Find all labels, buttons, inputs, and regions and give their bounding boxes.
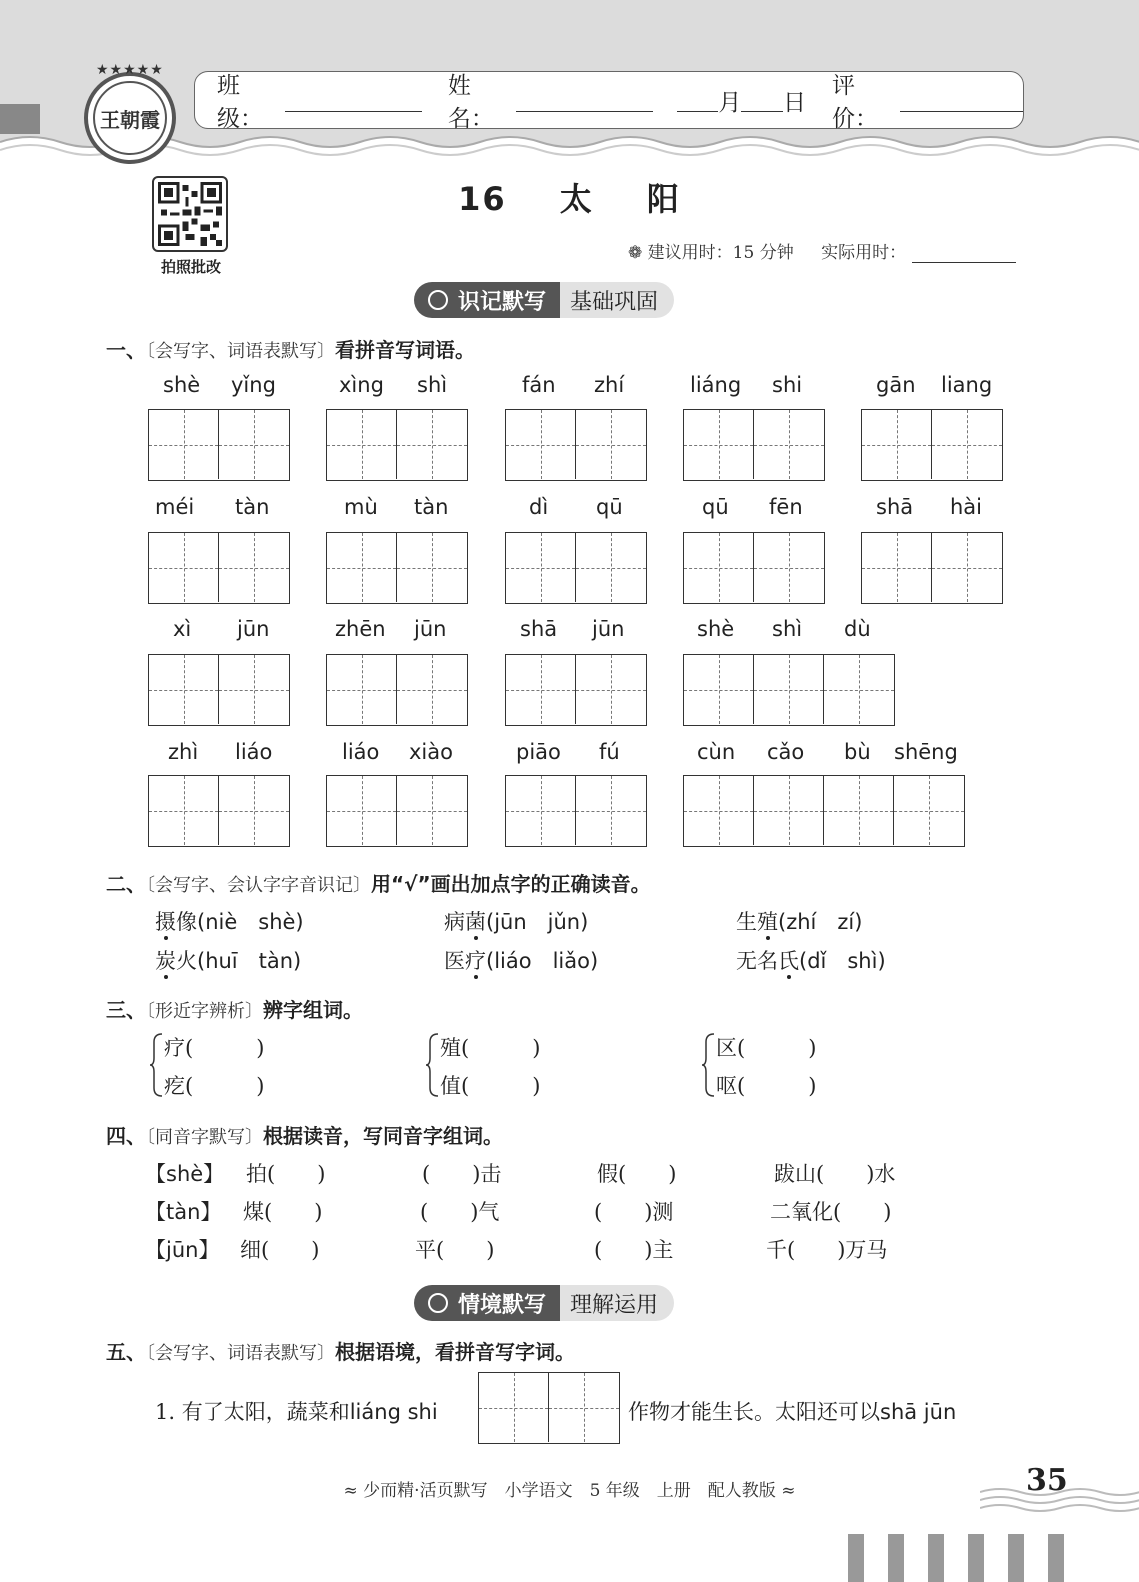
q5-num: 五、: [106, 1340, 146, 1364]
homophone-key: 【shè】: [145, 1162, 225, 1186]
time-line: [628, 238, 1016, 263]
writing-grid[interactable]: [505, 532, 647, 604]
student-info-box: [194, 71, 1024, 132]
qr-label: 拍照批改: [160, 258, 221, 276]
section1-light: 基础巩固: [552, 282, 674, 318]
writing-grid[interactable]: [861, 409, 1003, 481]
pinyin: shì: [417, 373, 448, 397]
month-label: 月: [718, 89, 742, 116]
pinyin: shā jūn: [880, 1400, 957, 1424]
stars-icon: ★★★★★: [96, 62, 164, 78]
q4-text: 根据读音，写同音字组词。: [263, 1124, 503, 1148]
pinyin: jūn: [414, 617, 447, 641]
actual-time-label: 实际用时：: [821, 243, 907, 263]
question-1-heading: [106, 334, 475, 363]
reading-options[interactable]: (dǐ shì): [799, 949, 886, 973]
writing-grid[interactable]: [326, 532, 468, 604]
actual-time-field[interactable]: [912, 244, 1016, 263]
pinyin: fēn: [769, 495, 803, 519]
pinyin: shì: [772, 617, 803, 641]
pinyin: shè: [163, 373, 201, 397]
homophone-key: 【jūn】: [145, 1238, 220, 1262]
class-label: 班级：: [217, 73, 263, 132]
pinyin: liang: [941, 373, 993, 397]
pinyin: shā: [520, 617, 558, 641]
word-pair-item[interactable]: 疙( ): [164, 1074, 265, 1098]
flower-icon: ❁: [628, 243, 643, 263]
pinyin: qū: [596, 495, 623, 519]
month-field[interactable]: [677, 89, 719, 112]
pinyin: cùn: [697, 740, 736, 764]
writing-grid[interactable]: [326, 654, 468, 726]
name-label: 姓名：: [447, 73, 494, 132]
q3-tag: 〔形近字辨析〕: [146, 1001, 263, 1022]
brace-icon: [702, 1032, 716, 1098]
writing-grid[interactable]: [505, 775, 647, 847]
sentence-part: 作物才能生长。太阳还可以shā jūn: [628, 1400, 957, 1424]
q1-text: 看拼音写词语。: [335, 338, 475, 362]
pinyin: zhì: [168, 740, 199, 764]
homophone-item[interactable]: ( )测: [594, 1200, 674, 1224]
q4-tag: 〔同音字默写〕: [146, 1127, 263, 1148]
pinyin: bù: [844, 740, 871, 764]
writing-grid[interactable]: [148, 775, 290, 847]
q2-tag: 〔会写字、会认字字音识记〕: [146, 875, 371, 896]
pinyin: fú: [599, 740, 620, 764]
eval-field[interactable]: [900, 89, 1023, 112]
edge-bars: [848, 1534, 1064, 1582]
reading-options[interactable]: (jūn jǔn): [486, 910, 589, 934]
reading-item: 无名氏(dǐ shì): [736, 949, 886, 973]
reading-options[interactable]: (zhí zí): [778, 910, 863, 934]
dotted-char: 氏: [778, 949, 799, 973]
question-4-heading: [106, 1120, 503, 1149]
pinyin: liáo: [342, 740, 380, 764]
writing-grid[interactable]: [478, 1372, 620, 1444]
pinyin: cǎo: [767, 740, 805, 764]
q2-num: 二、: [106, 872, 146, 896]
section1-dark: 识记默写: [458, 289, 547, 315]
word-pair-item[interactable]: 值( ): [440, 1074, 541, 1098]
q2-text: 用“√”画出加点字的正确读音。: [371, 872, 651, 896]
pinyin: jūn: [237, 617, 270, 641]
section-banner-basic: [414, 282, 674, 318]
pinyin: shi: [772, 373, 803, 397]
writing-grid[interactable]: [683, 409, 825, 481]
pinyin: dì: [529, 495, 549, 519]
lesson-number: 16: [458, 180, 507, 218]
q3-text: 辨字组词。: [263, 998, 363, 1022]
pinyin: zhí: [594, 373, 625, 397]
homophone-item[interactable]: 细( ): [240, 1238, 320, 1262]
homophone-item[interactable]: ( )击: [422, 1162, 502, 1186]
writing-grid[interactable]: [683, 654, 895, 726]
homophone-item[interactable]: ( )气: [420, 1200, 500, 1224]
pinyin: shā: [876, 495, 914, 519]
footer-text: ≈ 少而精·活页默写 小学语文 5 年级 上册 配人教版 ≈: [343, 1481, 796, 1501]
name-field[interactable]: [516, 89, 653, 112]
pinyin: liáng shi: [349, 1400, 438, 1424]
dotted-char: 摄: [155, 910, 176, 934]
writing-grid[interactable]: [148, 532, 290, 604]
section2-light: 理解运用: [552, 1285, 674, 1321]
pinyin: mù: [344, 495, 378, 519]
writing-grid[interactable]: [148, 409, 290, 481]
writing-grid[interactable]: [505, 654, 647, 726]
writing-grid[interactable]: [683, 775, 965, 847]
homophone-item[interactable]: 煤( ): [243, 1200, 323, 1224]
suggested-time: 建议用时：15 分钟: [647, 243, 794, 263]
question-5-heading: [106, 1336, 575, 1365]
reading-item: 摄像(niè shè): [155, 910, 304, 934]
pinyin: dù: [844, 617, 871, 641]
writing-grid[interactable]: [505, 409, 647, 481]
homophone-item[interactable]: 二氧化( ): [770, 1200, 892, 1224]
dotted-char: 炭: [155, 949, 176, 973]
pinyin: tàn: [414, 495, 449, 519]
pinyin: yǐng: [231, 373, 276, 397]
writing-grid[interactable]: [148, 654, 290, 726]
homophone-item[interactable]: 千( )万马: [766, 1238, 888, 1262]
question-2-heading: [106, 868, 651, 897]
eval-label: 评价：: [831, 73, 878, 132]
reading-item: 医疗(liáo liǎo): [444, 949, 599, 973]
word-pair-item[interactable]: 呕( ): [716, 1074, 817, 1098]
homophone-item[interactable]: ( )主: [594, 1238, 674, 1262]
q4-num: 四、: [106, 1124, 146, 1148]
lesson-title-1: 太: [559, 180, 594, 218]
dotted-char: 菌: [465, 910, 486, 934]
reading-item: 炭火(huī tàn): [155, 949, 302, 973]
pinyin: tàn: [235, 495, 270, 519]
pinyin: piāo: [516, 740, 561, 764]
word-pair-item[interactable]: 区( ): [716, 1036, 817, 1060]
homophone-item[interactable]: 平( ): [415, 1238, 495, 1262]
reading-options[interactable]: (niè shè): [197, 910, 304, 934]
writing-grid[interactable]: [861, 532, 1003, 604]
pinyin: xiào: [409, 740, 453, 764]
reading-item: 病菌(jūn jǔn): [444, 910, 589, 934]
pinyin: shēng: [894, 740, 958, 764]
q5-tag: 〔会写字、词语表默写〕: [146, 1343, 335, 1364]
dotted-char: 疗: [465, 949, 486, 973]
q1-num: 一、: [106, 338, 146, 362]
q3-num: 三、: [106, 998, 146, 1022]
q1-tag: 〔会写字、词语表默写〕: [146, 341, 335, 362]
side-tab: [0, 104, 40, 134]
medal-icon: [428, 1293, 448, 1313]
homophone-item[interactable]: 跋山( )水: [774, 1162, 896, 1186]
writing-grid[interactable]: [326, 409, 468, 481]
day-label: 日: [782, 89, 806, 116]
homophone-item[interactable]: 拍( ): [246, 1162, 326, 1186]
brace-icon: [150, 1032, 164, 1098]
reading-options[interactable]: (liáo liǎo): [486, 949, 599, 973]
word-pair-item[interactable]: 疗( ): [164, 1036, 265, 1060]
pinyin: hài: [950, 495, 983, 519]
section2-dark: 情境默写: [458, 1292, 547, 1318]
reading-options[interactable]: (huī tàn): [197, 949, 302, 973]
pinyin: gān: [876, 373, 916, 397]
pinyin: shè: [697, 617, 735, 641]
day-field[interactable]: [741, 89, 783, 112]
section-banner-apply: [414, 1285, 674, 1321]
dotted-char: 殖: [757, 910, 778, 934]
reading-item: 生殖(zhí zí): [736, 910, 863, 934]
brace-icon: [426, 1032, 440, 1098]
question-3-heading: [106, 994, 363, 1023]
pinyin: liáo: [235, 740, 273, 764]
pinyin: qū: [702, 495, 729, 519]
writing-grid[interactable]: [326, 775, 468, 847]
writing-grid[interactable]: [683, 532, 825, 604]
pinyin: zhēn: [335, 617, 386, 641]
q5-text: 根据语境，看拼音写字词。: [335, 1340, 575, 1364]
pinyin: liáng: [690, 373, 742, 397]
lesson-title-2: 阳: [646, 180, 681, 218]
pinyin: xìng: [339, 373, 384, 397]
pinyin: fán: [522, 373, 556, 397]
homophone-item[interactable]: 假( ): [597, 1162, 677, 1186]
pinyin: xì: [173, 617, 192, 641]
word-pair-item[interactable]: 殖( ): [440, 1036, 541, 1060]
pinyin: méi: [155, 495, 195, 519]
class-field[interactable]: [285, 89, 422, 112]
pinyin: jūn: [592, 617, 625, 641]
page-title: [0, 174, 1139, 220]
page-number: 35: [1026, 1463, 1068, 1498]
brand-logo: [84, 62, 176, 164]
medal-icon: [428, 290, 448, 310]
logo-text: 王朝霞: [93, 81, 167, 155]
sentence-part: 1. 有了太阳，蔬菜和liáng shi: [155, 1400, 438, 1424]
homophone-key: 【tàn】: [145, 1200, 222, 1224]
